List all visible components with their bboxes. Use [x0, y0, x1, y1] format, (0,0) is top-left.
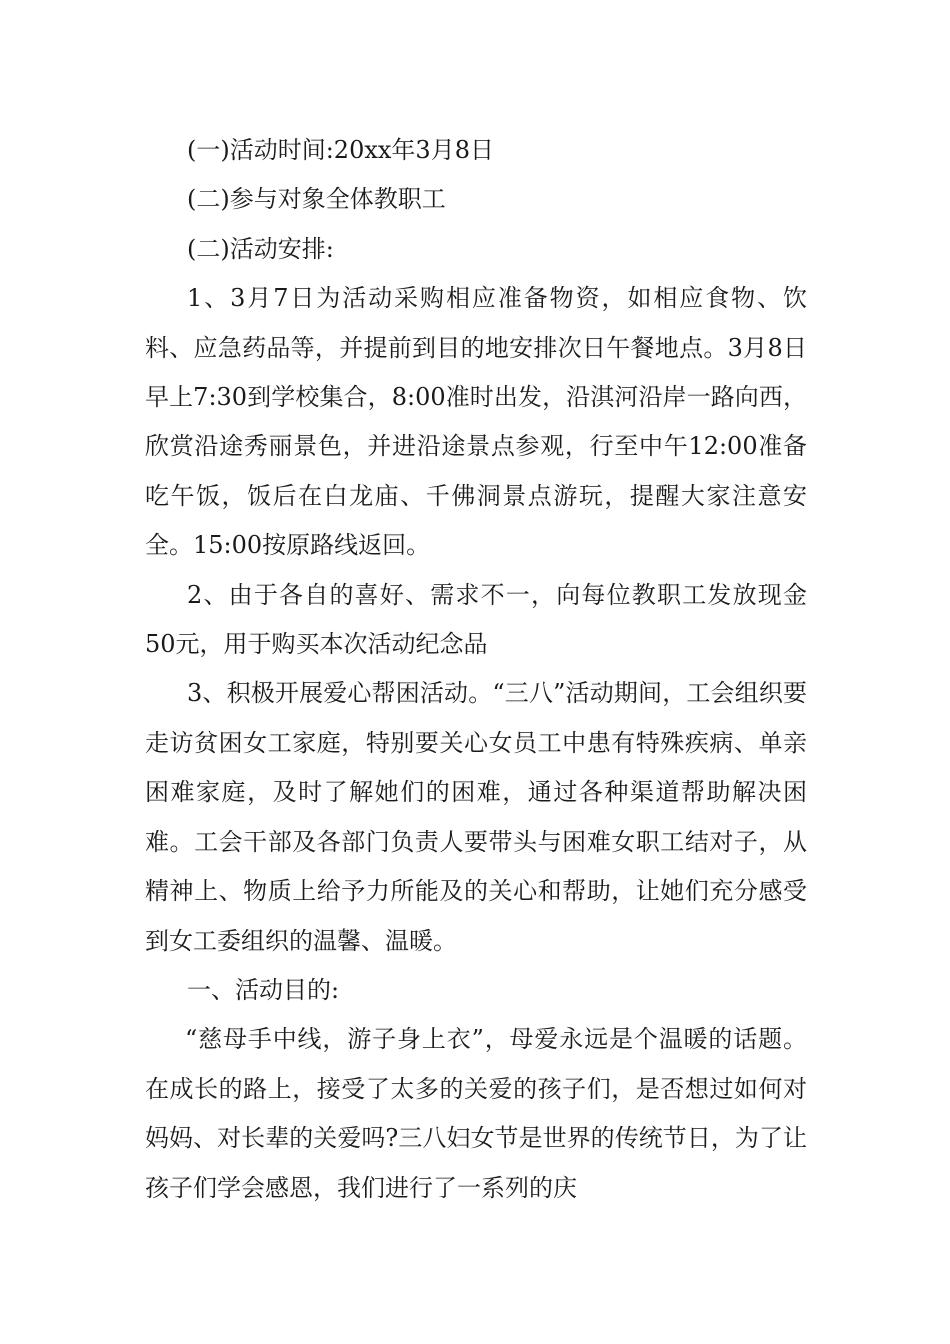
paragraph-arrangement-item-3: 3、积极开展爱心帮困活动。“三八”活动期间，工会组织要走访贫困女工家庭，特别要关心女员工中患有特殊疾病、单亲困难家庭，及时了解她们的困难，通过各种渠道帮助解决困难。工会干部及各部门负责人要带头与困难女职工结对子，从精神上、物质上给予力所能及的关心和帮助，让她们充分感受到女工委组织的温馨、温暖。 — [145, 679, 807, 955]
paragraph-purpose-body: “慈母手中线，游子身上衣”，母爱永远是个温暖的话题。在成长的路上，接受了太多的关爱的孩子们，是否想过如何对妈妈、对长辈的关爱吗?三八妇女节是世界的传统节日，为了让孩子们学会感恩，我们进行了一系列的庆 — [145, 1025, 807, 1202]
document-body — [145, 126, 807, 1213]
paragraph-arrangement-heading: (二)活动安排: — [187, 234, 334, 263]
paragraph-activity-time: (一)活动时间:20xx年3月8日 — [187, 136, 494, 164]
paragraph-purpose-heading: 一、活动目的: — [187, 975, 340, 1004]
paragraph-participants: (二)参与对象全体教职工 — [187, 185, 446, 214]
paragraph-arrangement-item-2: 2、由于各自的喜好、需求不一，向每位教职工发放现金50元，用于购买本次活动纪念品 — [145, 580, 807, 659]
paragraph-arrangement-item-1: 1、3月7日为活动采购相应准备物资，如相应食物、饮料、应急药品等，并提前到目的地安排次日午餐地点。3月8日早上7:30到学校集合，8:00准时出发，沿淇河沿岸一路向西，欣赏沿途秀丽景色，并进沿途景点参观，行至中午12:00准备吃午饭，饭后在白龙庙、千佛洞景点游玩，提醒大家注意安全。15:00按原路线返回。 — [145, 284, 807, 560]
